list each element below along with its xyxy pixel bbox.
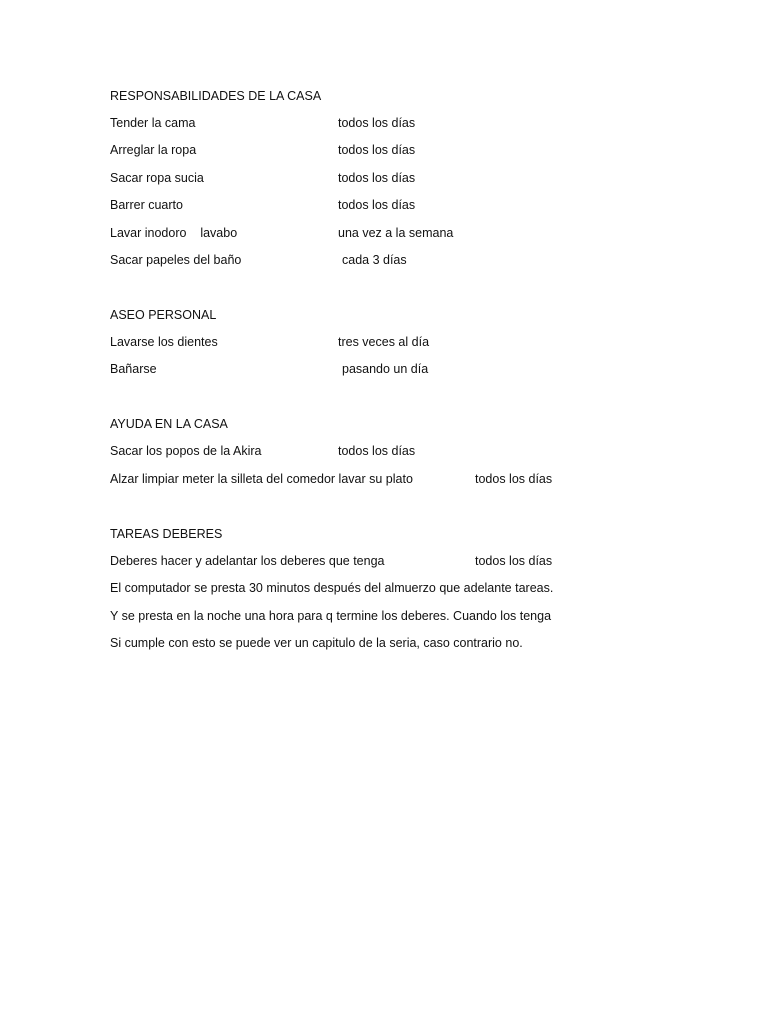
task-name: Deberes hacer y adelantar los deberes que tenga (110, 554, 385, 568)
task-frequency: una vez a la semana (338, 226, 454, 240)
task-frequency: todos los días (338, 116, 416, 130)
section-heading-responsabilidades (110, 88, 321, 104)
task-frequency: todos los días (475, 472, 553, 486)
task-name: Bañarse (110, 362, 157, 376)
task-frequency: todos los días (338, 143, 416, 157)
section-heading-aseo (110, 307, 216, 323)
heading-text: ASEO PERSONAL (110, 308, 217, 322)
task-frequency: todos los días (338, 444, 416, 458)
section-heading-tareas (110, 526, 222, 542)
task-frequency: todos los días (338, 171, 416, 185)
heading-text: AYUDA EN LA CASA (110, 417, 228, 431)
task-name: Sacar papeles del baño (110, 253, 242, 267)
note-text: Y se presta en la noche una hora para q termine los deberes. Cuando los tenga (110, 609, 552, 623)
task-name: Lavarse los dientes (110, 335, 218, 349)
section-heading-ayuda (110, 416, 228, 432)
heading-text: TAREAS DEBERES (110, 527, 223, 541)
note-text: El computador se presta 30 minutos después del almuerzo que adelante tareas. (110, 581, 554, 595)
task-frequency: cada 3 días (342, 253, 407, 267)
task-name: Tender la cama (110, 116, 196, 130)
task-frequency: todos los días (475, 554, 553, 568)
task-name: Lavar inodoro lavabo (110, 226, 238, 240)
note-line (110, 580, 553, 596)
task-name: Alzar limpiar meter la silleta del comedor lavar su plato (110, 472, 413, 486)
task-name: Barrer cuarto (110, 198, 183, 212)
task-frequency: todos los días (338, 198, 416, 212)
task-frequency: tres veces al día (338, 335, 430, 349)
task-name: Sacar ropa sucia (110, 171, 204, 185)
note-text: Si cumple con esto se puede ver un capitulo de la seria, caso contrario no. (110, 636, 523, 650)
task-frequency: pasando un día (342, 362, 429, 376)
task-name: Sacar los popos de la Akira (110, 444, 262, 458)
heading-text: RESPONSABILIDADES DE LA CASA (110, 89, 322, 103)
note-line (110, 635, 523, 651)
task-name: Arreglar la ropa (110, 143, 197, 157)
note-line (110, 608, 551, 624)
